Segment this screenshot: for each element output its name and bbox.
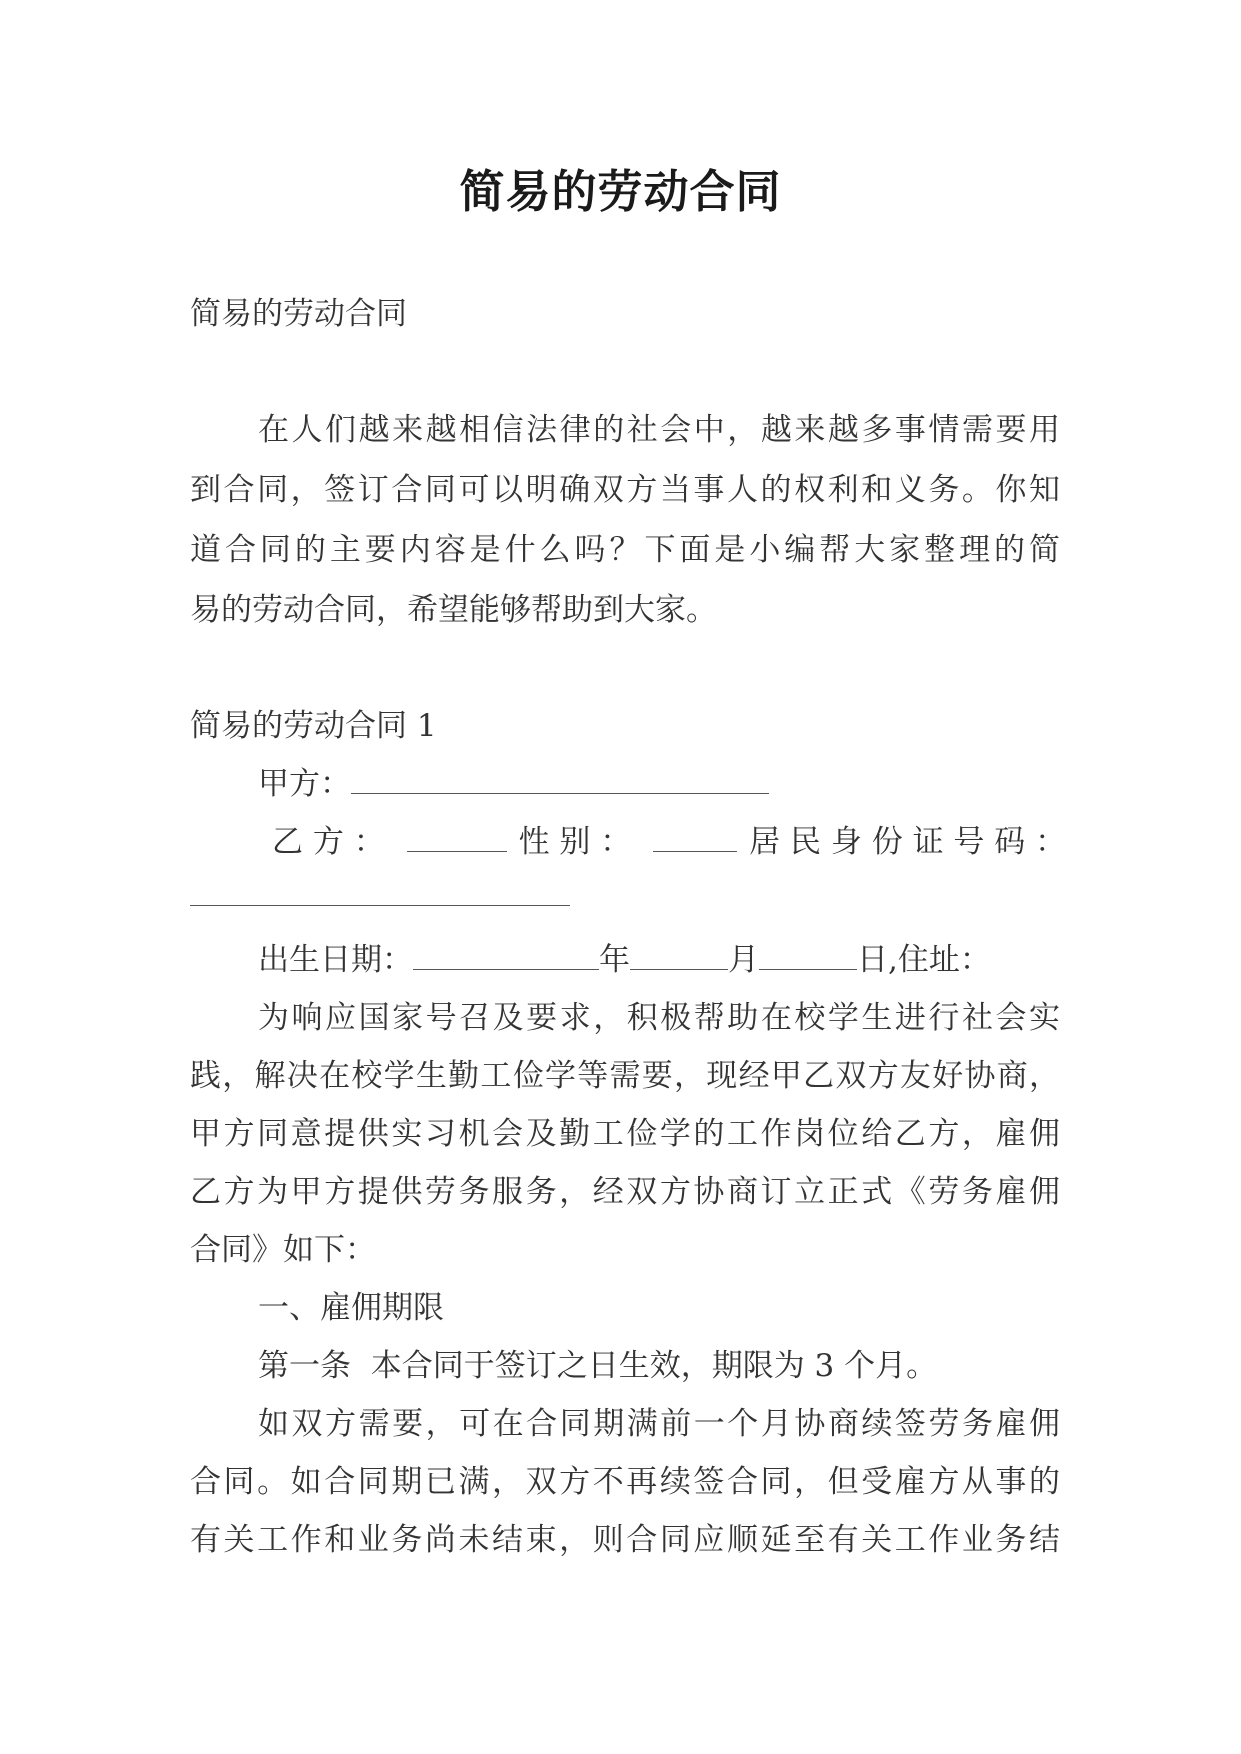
id-number-label: 居 民 身 份 证 号 码 ： [749, 824, 1067, 860]
intro-line-1: 在人们越来越相信法律的社会中，越来越多事情需要用 [258, 412, 1060, 448]
birth-day-blank [759, 939, 857, 970]
party-a-row [258, 762, 1060, 806]
birth-day-address-label: 日,住址： [857, 942, 991, 978]
renewal-line-3: 有关工作和业务尚未结束，则合同应顺延至有关工作业务结 [190, 1522, 1060, 1558]
birth-label: 出生日期： [258, 942, 413, 978]
renewal-line-1: 如双方需要，可在合同期满前一个月协商续签劳务雇佣 [258, 1406, 1060, 1442]
party-b-label: 乙 方 ： [272, 824, 385, 860]
document-title: 简易的劳动合同 [459, 165, 782, 218]
birth-row [258, 938, 1060, 982]
intro-line-3: 道合同的主要内容是什么吗？下面是小编帮大家整理的简 [190, 532, 1060, 568]
birth-year-blank [413, 939, 599, 970]
body-line-5: 合同》如下： [190, 1232, 376, 1268]
gender-label: 性 别 ： [518, 824, 632, 860]
intro-line-4: 易的劳动合同，希望能够帮助到大家。 [190, 592, 717, 628]
id-number-blank [190, 905, 570, 906]
section-title: 简易的劳动合同 1 [190, 708, 437, 744]
body-line-2: 践，解决在校学生勤工俭学等需要，现经甲乙双方友好协商， [190, 1058, 1060, 1094]
intro-line-2: 到合同，签订合同可以明确双方当事人的权利和义务。你知 [190, 472, 1060, 508]
birth-year-label: 年 [599, 942, 630, 978]
document-subtitle: 简易的劳动合同 [190, 296, 407, 332]
party-a-blank [351, 763, 769, 794]
article-1: 第一条 本合同于签订之日生效，期限为 3 个月。 [258, 1348, 938, 1384]
party-b-row [272, 820, 1067, 864]
renewal-line-2: 合同。如合同期已满，双方不再续签合同，但受雇方从事的 [190, 1464, 1060, 1500]
body-line-1: 为响应国家号召及要求，积极帮助在校学生进行社会实 [258, 1000, 1060, 1036]
body-line-4: 乙方为甲方提供劳务服务，经双方协商订立正式《劳务雇佣 [190, 1174, 1060, 1210]
party-a-label: 甲方： [258, 766, 351, 802]
birth-month-blank [630, 939, 728, 970]
gender-blank [653, 821, 737, 852]
birth-month-label: 月 [728, 942, 759, 978]
party-b-name-blank [407, 821, 507, 852]
clause-heading: 一、雇佣期限 [258, 1290, 444, 1326]
body-line-3: 甲方同意提供实习机会及勤工俭学的工作岗位给乙方，雇佣 [190, 1116, 1060, 1152]
